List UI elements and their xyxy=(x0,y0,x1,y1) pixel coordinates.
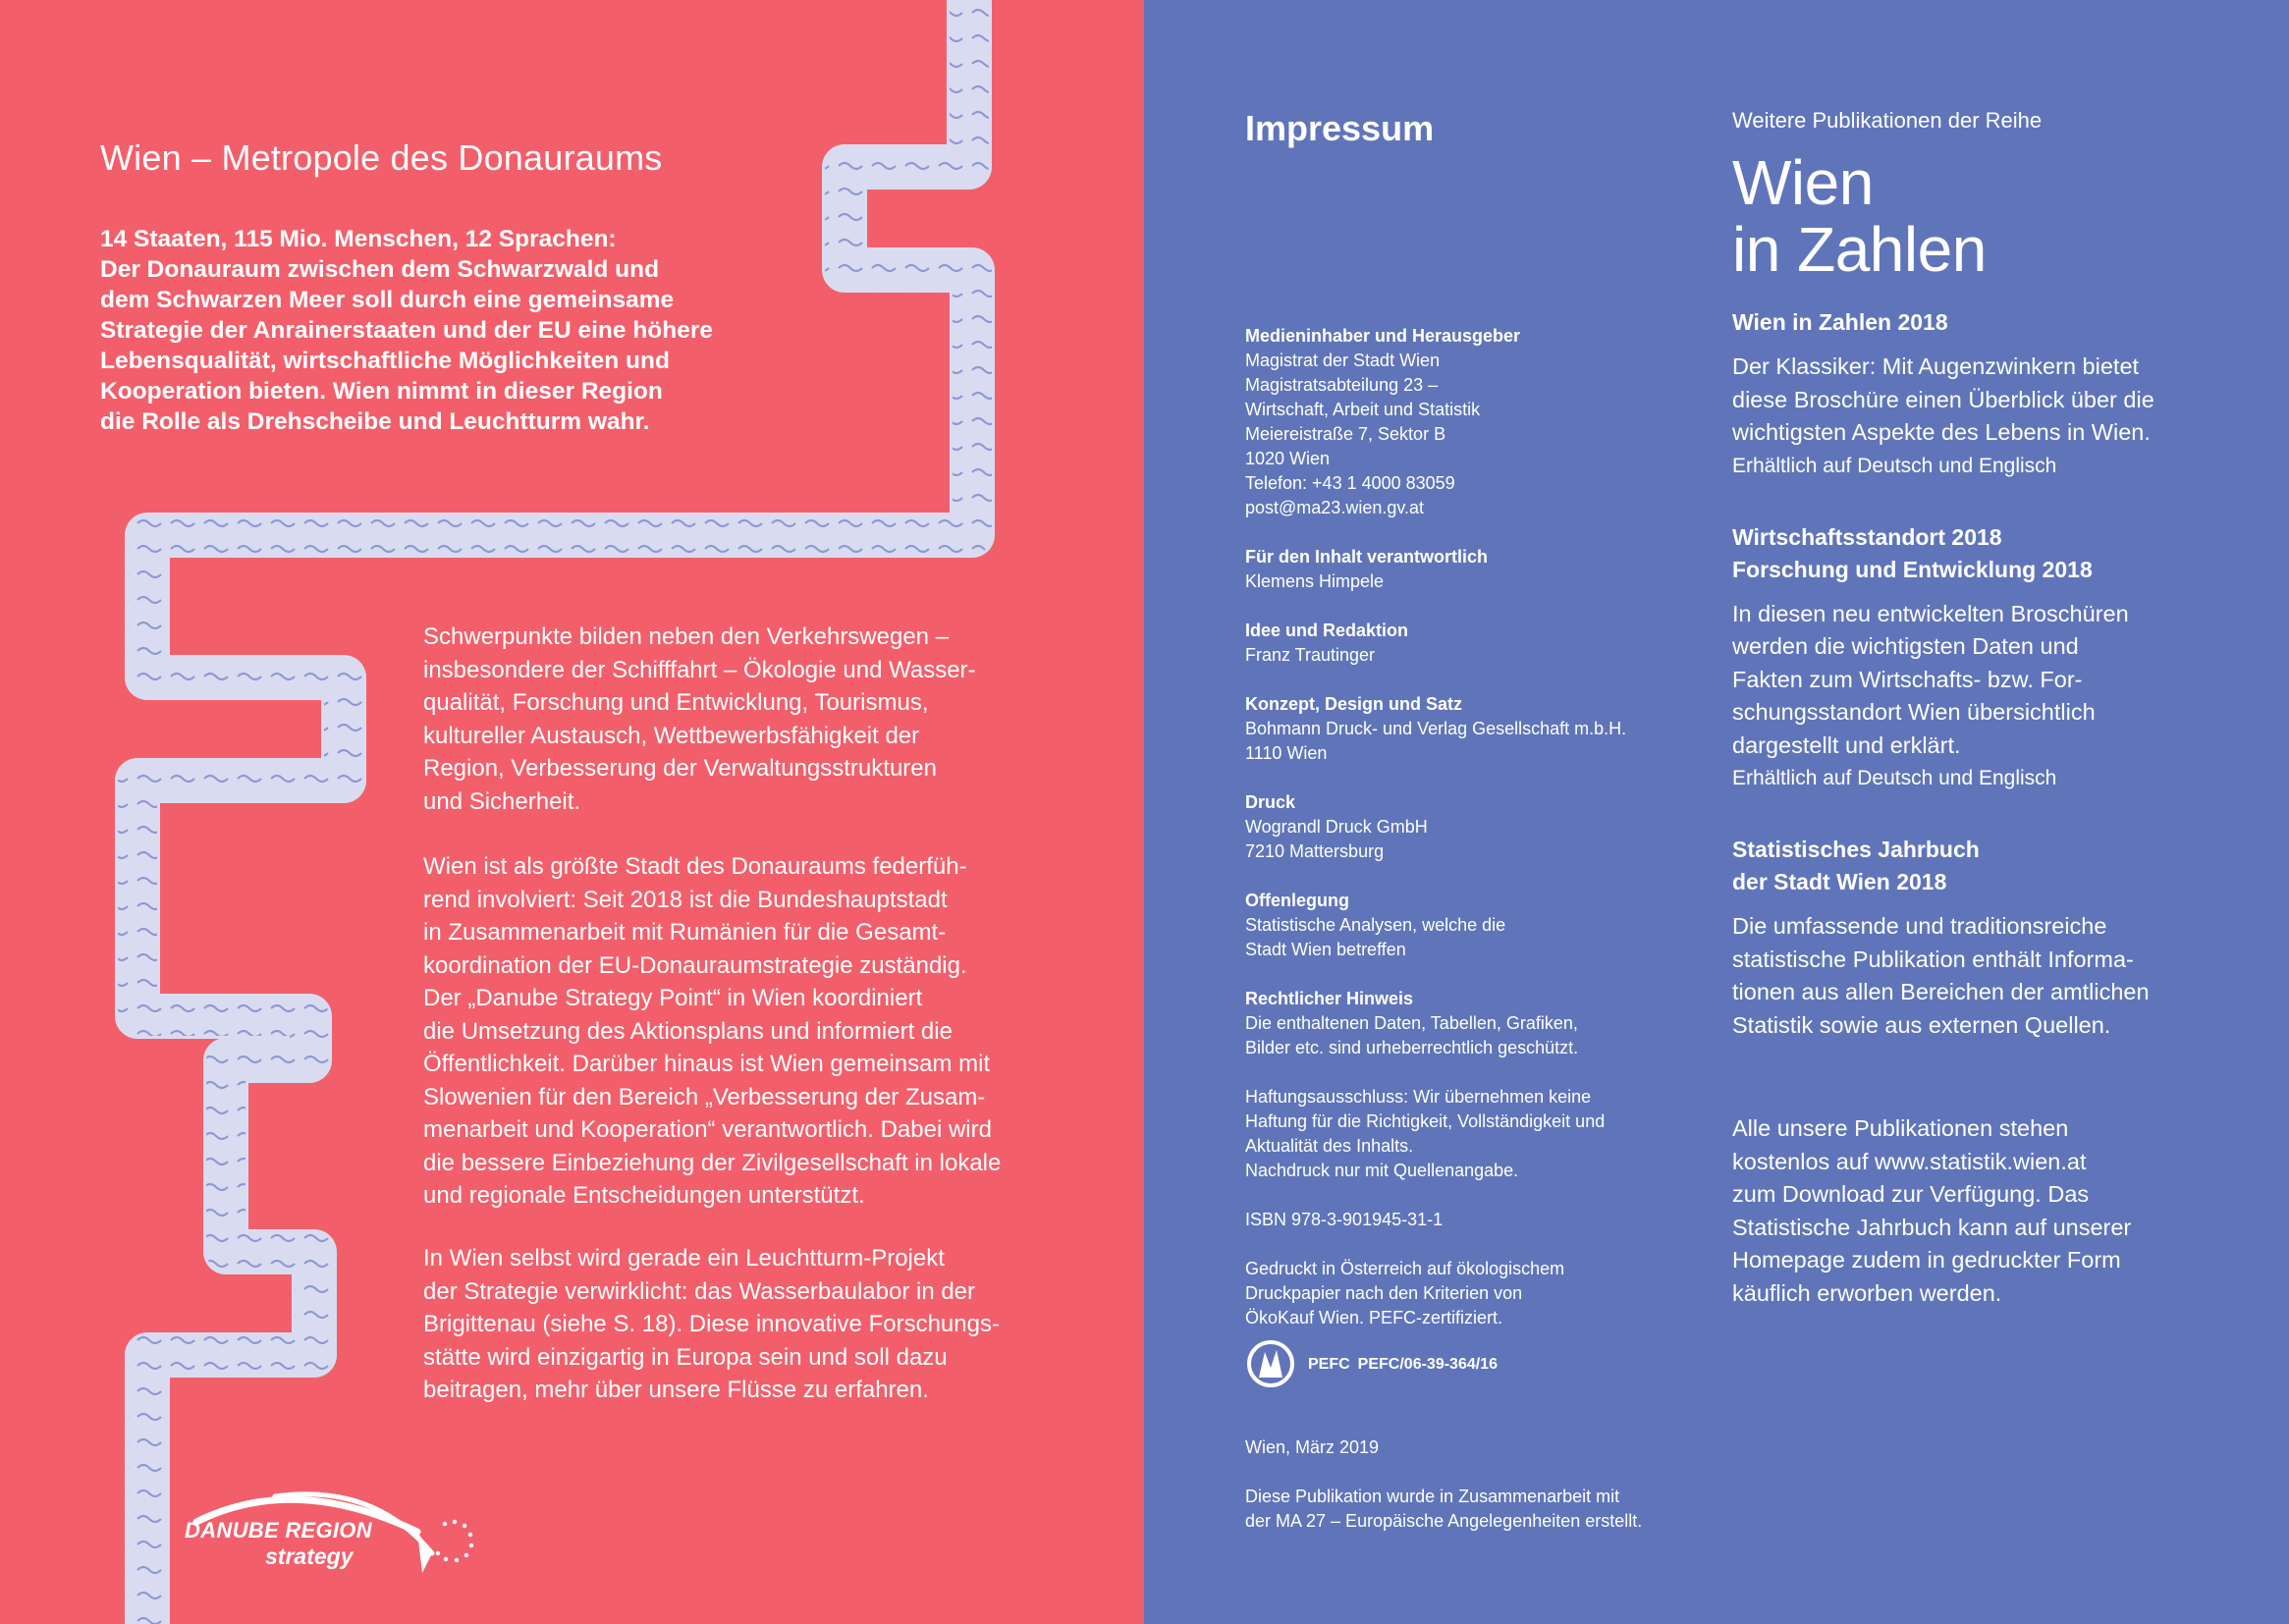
print-note: Gedruckt in Österreich auf ökologischem Druckpapier nach den Kriterien von ÖkoKauf Wien. PEFC-zertifiziert. xyxy=(1245,1259,1565,1327)
email-link[interactable]: post@ma23.wien.gv.at xyxy=(1245,498,1425,517)
impressum-section: Offenlegung Statistische Analysen, welche die Stadt Wien betreffen xyxy=(1245,891,1506,959)
pefc-label: PEFC xyxy=(1308,1355,1350,1373)
series-big-title: Wien in Zahlen xyxy=(1732,147,1987,285)
impressum-section: Für den Inhalt verantwortlich Klemens Himpele xyxy=(1245,547,1489,591)
series-column xyxy=(1732,108,2223,1310)
impressum-list xyxy=(1245,324,1697,1534)
intro-paragraph: 14 Staaten, 115 Mio. Menschen, 12 Sprachen: Der Donauraum zwischen dem Schwarzwald und dem Schwarzen Meer soll durch eine gemeinsame Strategie der Anrainerstaaten und der EU eine höhere Lebensqualität, wirtschaftliche Möglichkeiten und Kooperation bieten. Wien nimmt in dieser Region die Rolle als Drehscheibe und Leuchtturm wahr. xyxy=(100,226,714,435)
pefc-certification xyxy=(1245,1338,1697,1389)
cooperation-note: Diese Publikation wurde in Zusammenarbeit mit der MA 27 – Europäische Angelegenheiten erstellt. xyxy=(1245,1487,1643,1531)
pefc-code: PEFC/06-39-364/16 xyxy=(1357,1355,1498,1373)
impressum-title: Impressum xyxy=(1245,108,1435,148)
website-link[interactable]: kostenlos auf www.statistik.wien.at xyxy=(1732,1148,2087,1174)
danube-region-strategy-logo xyxy=(177,1483,491,1591)
publication-date: Wien, März 2019 xyxy=(1245,1437,1380,1457)
body-paragraph-2: Wien ist als größte Stadt des Donauraums federfüh- rend involviert: Seit 2018 ist die Bundeshauptstadt in Zusammenarbeit mit Rumänien für die Gesamt- koordination der EU-Donauraumstrategie zuständig. Der „Danube Strategy Point“ in Wien koordiniert die Umsetzung des Aktionsplans und informiert die Öffentlichkeit. Darüber hinaus ist Wien gemeinsam mit Slowenien für den Bereich „Verbesserung der Zusam- menarbeit und Kooperation“ verantwortlich. Dabei wird die bessere Einbeziehung der Zivilgesellschaft in lokale und regionale Entscheidungen unterstützt. xyxy=(423,853,1002,1209)
logo-text-line-1: DANUBE REGION xyxy=(185,1518,372,1543)
logo-text-line-2: strategy xyxy=(265,1543,354,1569)
right-page xyxy=(1144,0,2289,1624)
left-page xyxy=(0,0,1144,1624)
disclaimer: Haftungsausschluss: Wir übernehmen keine Haftung für die Richtigkeit, Vollständigkeit und Aktualität des Inhalts. Nachdruck nur mit Quellenangabe. xyxy=(1245,1087,1606,1180)
publication-entry: Wien in Zahlen 2018 Der Klassiker: Mit Augenzwinkern bietet diese Broschüre einen Überblick über die wichtigsten Aspekte des Lebens in Wien. Erhältlich auf Deutsch und Englisch xyxy=(1732,309,2154,477)
pefc-logo-icon xyxy=(1245,1338,1304,1389)
publication-entry: Statistisches Jahrbuch der Stadt Wien 2018 Die umfassende und traditionsreiche statistische Publikation enthält Informa- tionen aus allen Bereichen der amtlichen Statistik sowie aus externen Quellen. xyxy=(1732,837,2150,1038)
body-paragraph-1: Schwerpunkte bilden neben den Verkehrswegen – insbesondere der Schifffahrt – Ökologie und Wasser- qualität, Forschung und Entwicklung, Tourismus, kultureller Austausch, Wettbewerbsfähigkeit der Region, Verbesserung der Verwaltungsstrukturen und Sicherheit. xyxy=(423,623,976,815)
closing-note: Alle unsere Publikationen stehen kostenlos auf www.statistik.wien.at zum Download zur Verfügung. Das Statistische Jahrbuch kann auf unserer Homepage zudem in gedruckter Form käuflich erworben werden. xyxy=(1732,1112,2223,1310)
impressum-section: Idee und Redaktion Franz Trautinger xyxy=(1245,621,1409,665)
body-paragraph-3: In Wien selbst wird gerade ein Leuchtturm-Projekt der Strategie verwirklicht: das Wasserbaulabor in der Brigittenau (siehe S. 18). Diese innovative Forschungs- stätte wird einzigartig in Europa sein und soll dazu beitragen, mehr über unsere Flüsse zu erfahren. xyxy=(423,1245,1000,1403)
impressum-section: Rechtlicher Hinweis Die enthaltenen Daten, Tabellen, Grafiken, Bilder etc. sind urheberrechtlich geschützt. xyxy=(1245,989,1579,1057)
impressum-section: Konzept, Design und Satz Bohmann Druck- und Verlag Gesellschaft m.b.H. 1110 Wien xyxy=(1245,694,1627,763)
series-kicker: Weitere Publikationen der Reihe xyxy=(1732,108,2043,133)
impressum-section: Medieninhaber und Herausgeber Magistrat der Stadt Wien Magistratsabteilung 23 – Wirtschaft, Arbeit und Statistik Meiereistraße 7, Sektor B 1020 Wien Telefon: +43 1 4000 83059 post@ma23.wien.gv.at xyxy=(1245,324,1697,520)
isbn: ISBN 978-3-901945-31-1 xyxy=(1245,1210,1444,1229)
publication-entry: Wirtschaftsstandort 2018 Forschung und Entwicklung 2018 In diesen neu entwickelten Broschüren werden die wichtigsten Daten und Fakten zum Wirtschafts- bzw. For- schungsstandort Wien übersichtlich dargestellt und erklärt. Erhältlich auf Deutsch und Englisch xyxy=(1732,523,2129,789)
left-title: Wien – Metropole des Donauraums xyxy=(100,137,663,178)
impressum-section: Druck Wograndl Druck GmbH 7210 Mattersburg xyxy=(1245,792,1428,861)
